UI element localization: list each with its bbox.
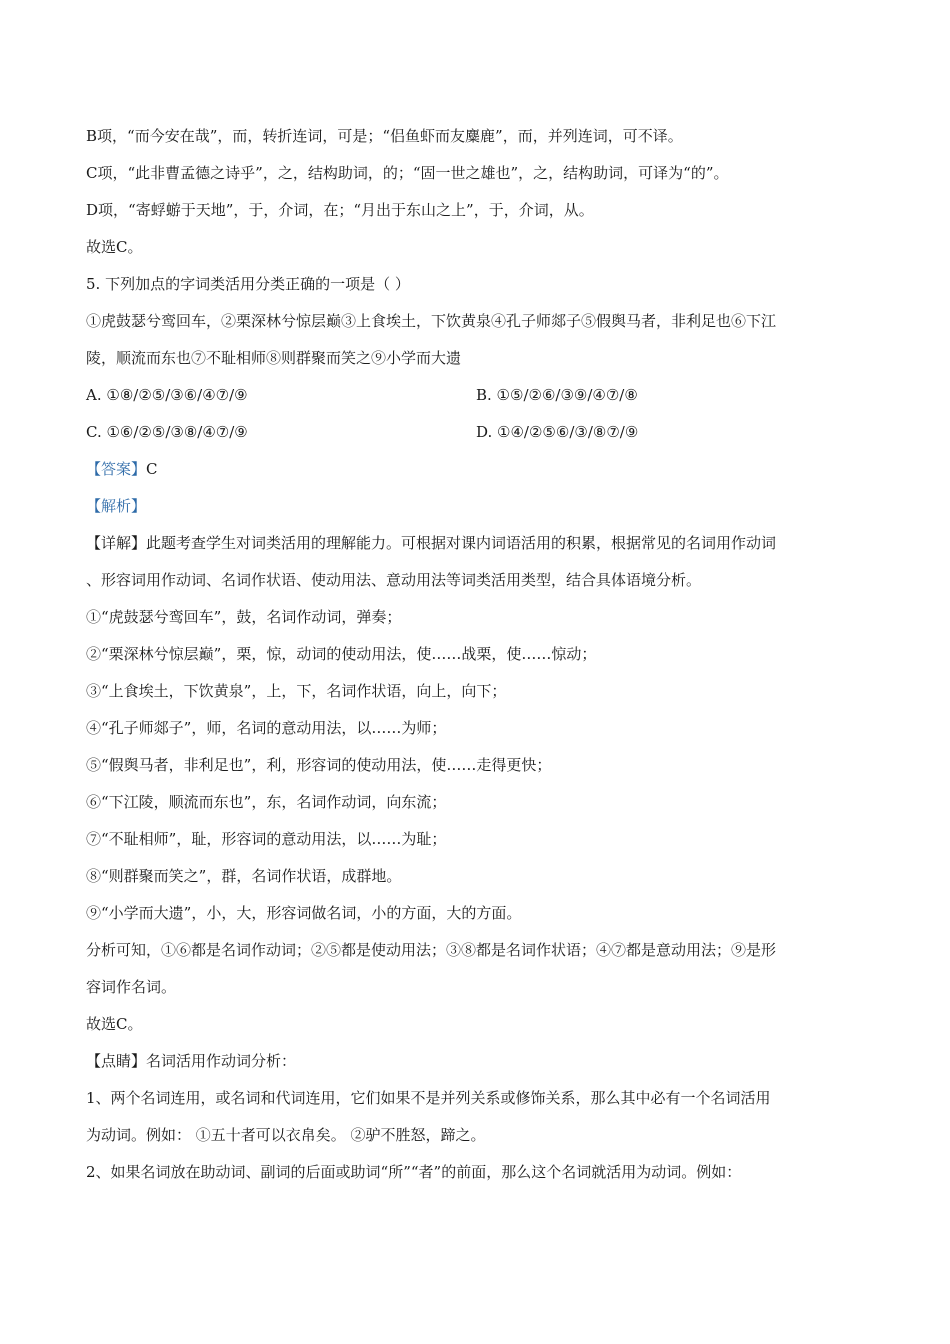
analysis-item: ②“栗深林兮惊层巅”，栗，惊，动词的使动用法，使……战栗，使……惊动； bbox=[86, 645, 597, 663]
summary-text: 分析可知，①⑥都是名词作动词；②⑤都是使动用法；③⑧都是名词作状语；④⑦都是意动用法；⑨是形 bbox=[86, 941, 777, 959]
text-line: B项，“而今安在哉”，而，转折连词，可是；“侣鱼虾而友麋鹿”，而，并列连词，可不译。 bbox=[86, 127, 683, 145]
option-c: C. ①⑥/②⑤/③⑧/④⑦/⑨ bbox=[86, 423, 248, 441]
answer-tag: 【答案】 bbox=[86, 460, 147, 478]
answer-value: C bbox=[146, 460, 158, 478]
detail-line bbox=[86, 525, 866, 562]
document-page bbox=[86, 118, 866, 1191]
point-line bbox=[86, 1043, 866, 1080]
analysis-item: ⑤“假舆马者，非利足也”，利，形容词的使动用法，使……走得更快； bbox=[86, 756, 552, 774]
options-row bbox=[86, 377, 866, 414]
analysis-item: ④“孔子师郯子”，师，名词的意动用法，以……为师； bbox=[86, 719, 447, 737]
question-text: 陵，顺流而东也⑦不耻相师⑧则群聚而笑之⑨小学而大遗 bbox=[86, 349, 462, 367]
analysis-item: ①“虎鼓瑟兮鸾回车”，鼓，名词作动词，弹奏； bbox=[86, 608, 402, 626]
analysis-tag: 【解析】 bbox=[86, 497, 147, 515]
analysis-line bbox=[86, 488, 866, 525]
option-a: A. ①⑧/②⑤/③⑥/④⑦/⑨ bbox=[86, 386, 248, 404]
point-rule: 1、两个名词连用，或名词和代词连用，它们如果不是并列关系或修饰关系，那么其中必有一个名词活用 bbox=[86, 1089, 771, 1107]
point-title: 名词活用作动词分析： bbox=[146, 1052, 297, 1070]
detail-text: 此题考查学生对词类活用的理解能力。可根据对课内词语活用的积累，根据常见的名词用作动词 bbox=[146, 534, 777, 552]
summary-choice: 故选C。 bbox=[86, 1015, 143, 1033]
point-tag: 【点睛】 bbox=[86, 1052, 147, 1070]
detail-tag: 【详解】 bbox=[86, 534, 147, 552]
analysis-item: ⑥“下江陵，顺流而东也”，东，名词作动词，向东流； bbox=[86, 793, 447, 811]
point-rule: 2、如果名词放在助动词、副词的后面或助词“所”“者”的前面，那么这个名词就活用为动词。例如： bbox=[86, 1163, 742, 1181]
option-d: D. ①④/②⑤⑥/③/⑧⑦/⑨ bbox=[476, 423, 639, 441]
question-stem: 5. 下列加点的字词类活用分类正确的一项是（ ） bbox=[86, 275, 410, 293]
question-text: ①虎鼓瑟兮鸾回车，②栗深林兮惊层巅③上食埃土，下饮黄泉④孔子师郯子⑤假舆马者，非利足也⑥下江 bbox=[86, 312, 777, 330]
options-row bbox=[86, 414, 866, 451]
text-line: C项，“此非曹孟德之诗乎”，之，结构助词，的；“固一世之雄也”，之，结构助词，可译为“的”。 bbox=[86, 164, 729, 182]
option-b: B. ①⑤/②⑥/③⑨/④⑦/⑧ bbox=[476, 386, 638, 404]
text-line: 故选C。 bbox=[86, 238, 143, 256]
analysis-item: ⑨“小学而大遗”，小，大，形容词做名词，小的方面，大的方面。 bbox=[86, 904, 522, 922]
analysis-item: ⑦“不耻相师”，耻，形容词的意动用法，以……为耻； bbox=[86, 830, 447, 848]
analysis-item: ⑧“则群聚而笑之”，群，名词作状语，成群地。 bbox=[86, 867, 402, 885]
detail-text: 、形容词用作动词、名词作状语、使动用法、意动用法等词类活用类型，结合具体语境分析。 bbox=[86, 571, 702, 589]
answer-line bbox=[86, 451, 866, 488]
text-line: D项，“寄蜉蝣于天地”，于，介词，在；“月出于东山之上”，于，介词，从。 bbox=[86, 201, 594, 219]
point-rule: 为动词。例如： ①五十者可以衣帛矣。 ②驴不胜怒，蹄之。 bbox=[86, 1126, 486, 1144]
analysis-item: ③“上食埃土，下饮黄泉”，上，下，名词作状语，向上，向下； bbox=[86, 682, 507, 700]
summary-text: 容词作名词。 bbox=[86, 978, 177, 996]
